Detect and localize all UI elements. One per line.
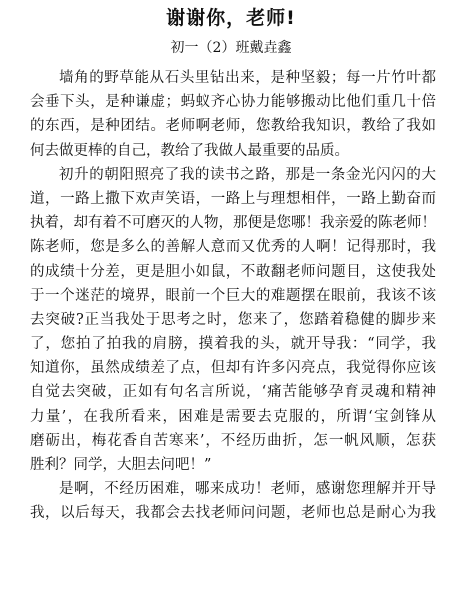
text-line: 初升的朝阳照亮了我的读书之路，那是一条金光闪闪的大: [59, 166, 436, 183]
text-line: 自觉去突破，正如有句名言所说，‘痛苦能够孕育灵魂和精神: [30, 384, 436, 401]
text-line: 知道你，虽然成绩差了点，但却有许多闪亮点，我觉得你应该: [30, 360, 436, 377]
document-title: 谢谢你，老师!: [166, 7, 296, 29]
text-line: 会垂下头，是种谦虚；蚂蚁齐心协力能够搬动比他们重几十倍: [30, 94, 436, 111]
text-line: 的东西，是种团结。老师啊老师，您教给我知识，教给了我如: [30, 118, 436, 135]
document-body: [30, 66, 436, 526]
text-line: 去突破?正当我处于思考之时，您来了，您踏着稳健的脚步来: [30, 311, 436, 328]
text-line: 力量’，在我所看来，困难是需要去克服的，所谓‘宝剑锋从: [30, 408, 436, 425]
paragraph-1: [30, 66, 436, 163]
paragraph-3: [30, 477, 436, 525]
text-line: 执着，却有着不可磨灭的人物，那便是您哪！我亲爱的陈老师！: [30, 215, 436, 232]
text-line: 陈老师，您是多么的善解人意而又优秀的人啊！记得那时，我: [30, 239, 436, 256]
text-line: 是啊，不经历困难，哪来成功！老师，感谢您理解并开导: [59, 481, 436, 498]
text-line: 了，您拍了拍我的肩膀，摸着我的头，就开导我：“同学，我: [30, 336, 436, 353]
text-line: 的成绩十分差，更是胆小如鼠，不敢翻老师问题目，这使我处: [30, 263, 436, 280]
text-line: 何去做更棒的自己，教给了我做人最重要的品质。: [30, 142, 349, 159]
author-byline: 初一（2）班戴垚鑫: [170, 40, 292, 56]
text-line: 磨砺出，梅花香自苦寒来’，不经历曲折，怎一帆风顺，怎获: [30, 432, 436, 449]
text-line: 墙角的野草能从石头里钻出来，是种坚毅；每一片竹叶都: [59, 70, 436, 86]
text-line: 道，一路上撒下欢声笑语，一路上与理想相伴，一路上勤奋而: [30, 190, 436, 207]
paragraph-2: [30, 163, 436, 477]
text-line: 胜利？同学，大胆去问吧！”: [30, 457, 212, 473]
text-line: 于一个迷茫的境界，眼前一个巨大的难题摆在眼前，我该不该: [30, 287, 436, 304]
text-line: 我，以后每天，我都会去找老师问问题，老师也总是耐心为我: [30, 505, 436, 522]
